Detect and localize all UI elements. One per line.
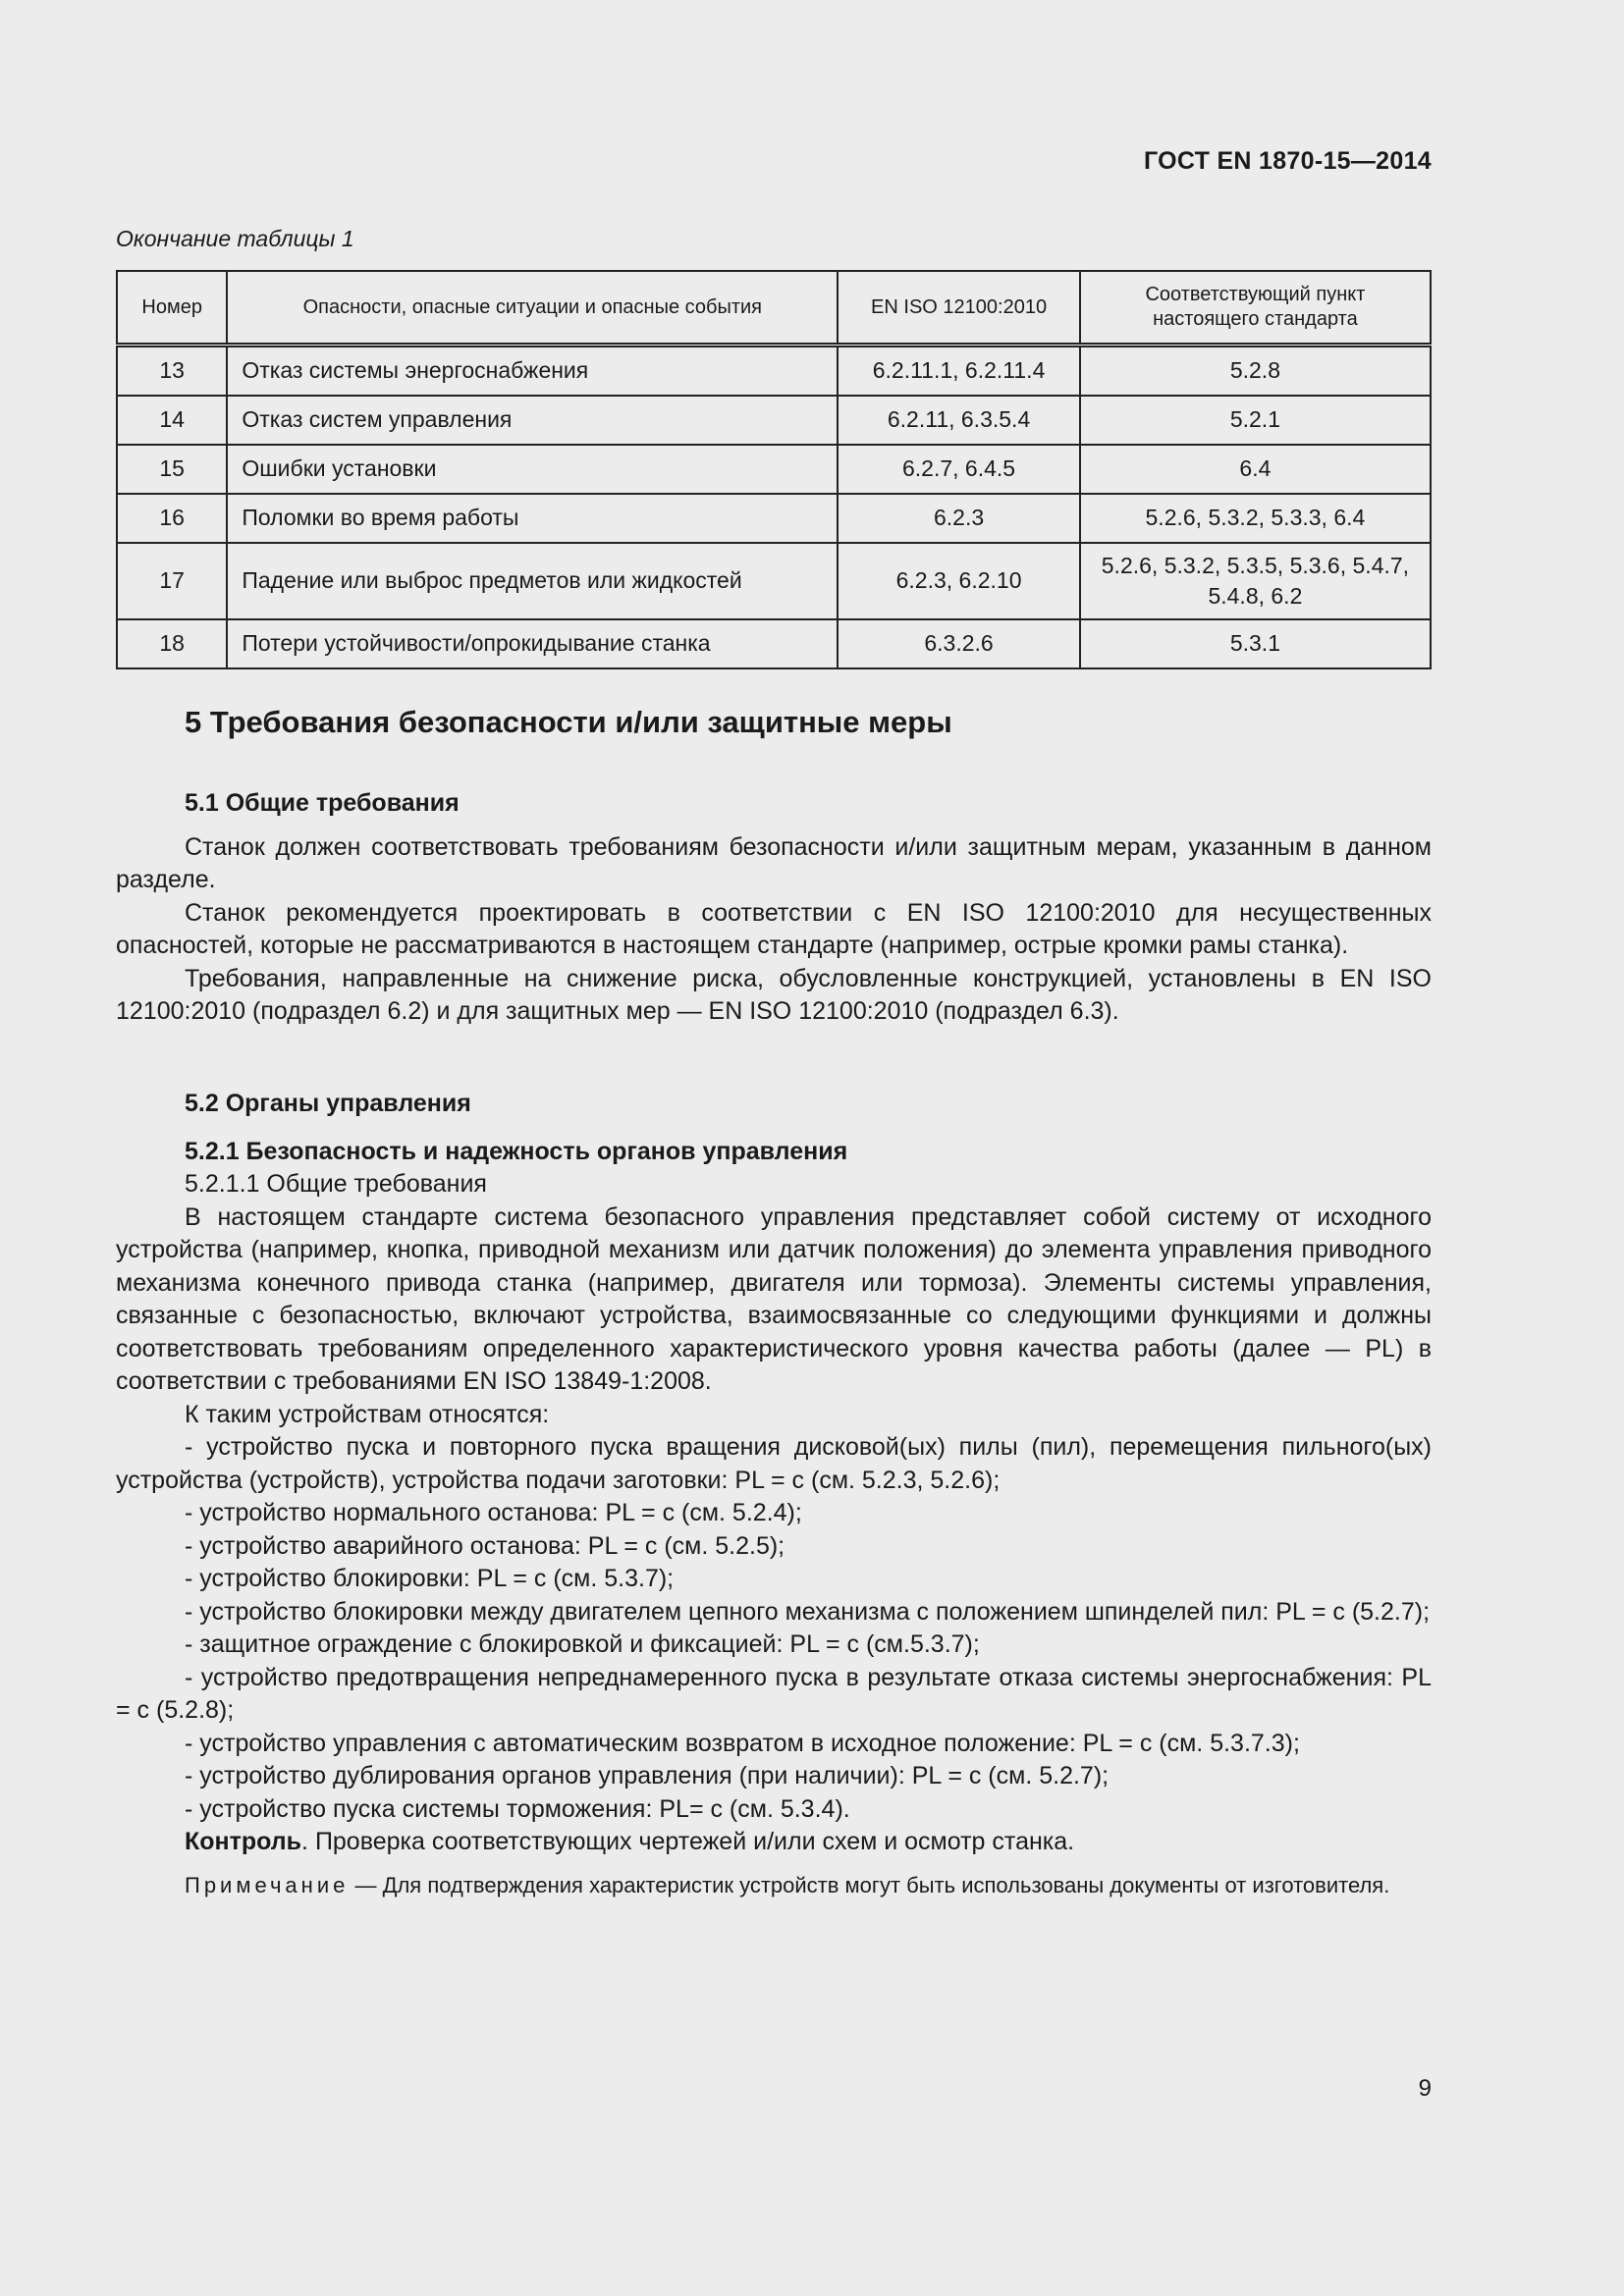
table-row <box>117 619 1431 668</box>
column-header-hazard: Опасности, опасные ситуации и опасные события <box>227 271 838 346</box>
row-iso-ref: 6.2.11, 6.3.5.4 <box>838 396 1080 445</box>
page-number: 9 <box>1418 2075 1432 2102</box>
section-5-2-1-1-title: 5.2.1.1 Общие требования <box>185 1170 487 1198</box>
list-item: - устройство блокировки: PL = c (см. 5.3.7); <box>185 1565 675 1592</box>
row-iso-ref: 6.2.3 <box>838 494 1080 543</box>
control-paragraph <box>116 1826 1432 1859</box>
control-label: Контроль <box>185 1828 302 1855</box>
list-item: - устройство предотвращения непреднамеренного пуска в результате отказа системы энергоснабжения: PL = c (5.2.8); <box>116 1663 1432 1724</box>
row-number: 18 <box>117 619 227 668</box>
table-row <box>117 396 1431 445</box>
hazards-table <box>116 270 1432 669</box>
table-row <box>117 445 1431 494</box>
row-iso-ref: 6.3.2.6 <box>838 619 1080 668</box>
document-page <box>116 0 1432 2296</box>
note-label: Примечание <box>185 1872 350 1897</box>
row-hazard: Отказ системы энергоснабжения <box>227 346 838 397</box>
column-header-number: Номер <box>117 271 227 346</box>
row-clause: 5.2.1 <box>1080 396 1431 445</box>
row-clause: 5.2.8 <box>1080 346 1431 397</box>
section-5-1-paragraph-3: Требования, направленные на снижение риска, обусловленные конструкцией, установлены в EN ISO 12100:2010 (подраздел 6.2) и для защитных мер — EN ISO 12100:2010 (подраздел 6.3). <box>116 964 1432 1025</box>
row-clause: 6.4 <box>1080 445 1431 494</box>
section-5-1 <box>116 787 1432 1029</box>
row-iso-ref: 6.2.7, 6.4.5 <box>838 445 1080 494</box>
section-5-title: 5 Требования безопасности и/или защитные меры <box>185 705 952 739</box>
table-row <box>117 494 1431 543</box>
row-hazard: Потери устойчивости/опрокидывание станка <box>227 619 838 668</box>
section-5-2-title: 5.2 Органы управления <box>185 1090 471 1117</box>
list-item: - устройство блокировки между двигателем цепного механизма с положением шпинделей пил: PL = c (5.2.7); <box>185 1597 1431 1626</box>
row-clause: 5.3.1 <box>1080 619 1431 668</box>
section-5-2-1-1-paragraph-2: К таким устройствам относятся: <box>185 1400 550 1428</box>
list-item: - устройство нормального останова: PL = c (см. 5.2.4); <box>185 1499 802 1526</box>
row-iso-ref: 6.2.11.1, 6.2.11.4 <box>838 346 1080 397</box>
section-5-2-1-title: 5.2.1 Безопасность и надежность органов управления <box>185 1137 848 1165</box>
row-number: 13 <box>117 346 227 397</box>
section-5-1-paragraph-1: Станок должен соответствовать требованиям безопасности и/или защитным мерам, указанным в данном разделе. <box>116 832 1432 893</box>
row-iso-ref: 6.2.3, 6.2.10 <box>838 543 1080 619</box>
row-hazard: Ошибки установки <box>227 445 838 494</box>
section-5-2 <box>116 1088 1432 1900</box>
row-hazard: Падение или выброс предметов или жидкостей <box>227 543 838 619</box>
column-header-iso: EN ISO 12100:2010 <box>838 271 1080 346</box>
row-number: 17 <box>117 543 227 619</box>
list-item: - устройство аварийного останова: PL = c (см. 5.2.5); <box>185 1531 785 1560</box>
row-hazard: Поломки во время работы <box>227 494 838 543</box>
row-clause: 5.2.6, 5.3.2, 5.3.5, 5.3.6, 5.4.7, 5.4.8, 6.2 <box>1080 543 1431 619</box>
section-5-1-title: 5.1 Общие требования <box>185 789 460 817</box>
row-clause: 5.2.6, 5.3.2, 5.3.3, 6.4 <box>1080 494 1431 543</box>
control-text: . Проверка соответствующих чертежей и/или схем и осмотр станка. <box>301 1828 1075 1855</box>
row-number: 15 <box>117 445 227 494</box>
column-header-clause: Соответствующий пункт настоящего стандарта <box>1080 271 1431 346</box>
table-row <box>117 543 1431 619</box>
section-5-2-1-1-paragraph-1: В настоящем стандарте система безопасного управления представляет собой систему от исходного устройства (например, кнопка, приводной механизм или датчик положения) до элемента управления приводного механизма конечного привода станка (например, двигателя или тормоза). Элементы системы управления, связанные с безопасностью, включают устройства, взаимосвязанные со следующими функциями и должны соответствовать требованиям определенного характеристического уровня качества работы (далее — PL) в соответствии с требованиями EN ISO 13849-1:2008. <box>116 1202 1432 1395</box>
table-caption: Окончание таблицы 1 <box>116 226 354 251</box>
row-hazard: Отказ систем управления <box>227 396 838 445</box>
list-item: - устройство дублирования органов управления (при наличии): PL = c (см. 5.2.7); <box>185 1762 1110 1789</box>
row-number: 16 <box>117 494 227 543</box>
row-number: 14 <box>117 396 227 445</box>
note-text: — Для подтверждения характеристик устройств могут быть использованы документы от изготовителя. <box>349 1872 1390 1897</box>
document-id-header: ГОСТ EN 1870-15—2014 <box>1144 147 1432 175</box>
list-item: - устройство пуска и повторного пуска вращения дисковой(ых) пилы (пил), перемещения пильного(ых) устройства (устройств), устройства подачи заготовки: PL = c (см. 5.2.3, 5.2.6); <box>116 1433 1432 1494</box>
table-row <box>117 346 1431 397</box>
note-paragraph <box>116 1871 1432 1900</box>
list-item: - устройство управления с автоматическим возвратом в исходное положение: PL = c (см. 5.3.7.3); <box>185 1729 1300 1757</box>
list-item: - защитное ограждение с блокировкой и фиксацией: PL = c (см.5.3.7); <box>185 1630 980 1658</box>
table-header-row <box>117 271 1431 346</box>
list-item: - устройство пуска системы торможения: PL= c (см. 5.3.4). <box>185 1794 850 1823</box>
section-5-1-paragraph-2: Станок рекомендуется проектировать в соответствии с EN ISO 12100:2010 для несущественных опасностей, которые не рассматриваются в настоящем стандарте (например, острые кромки рамы станка). <box>116 898 1432 959</box>
